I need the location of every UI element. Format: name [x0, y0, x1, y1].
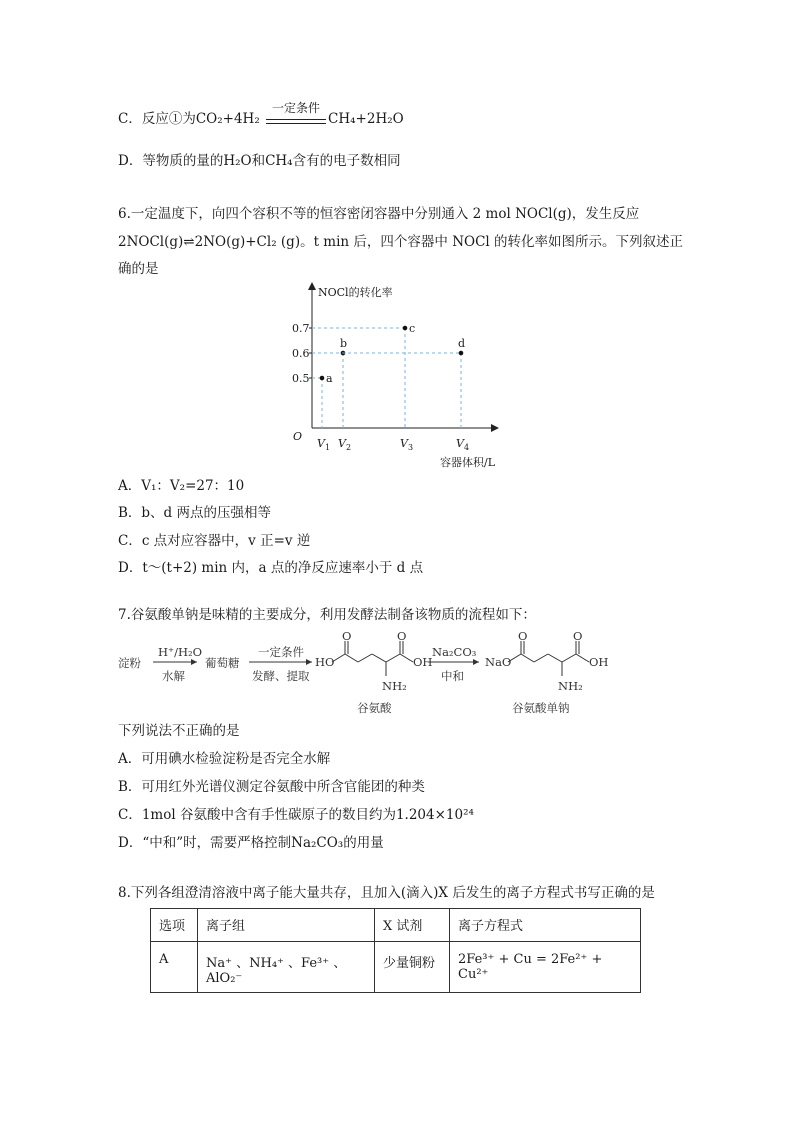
product1-label: 谷氨酸	[357, 701, 392, 715]
flow-step2-top: 一定条件	[258, 645, 304, 659]
q6-option-b: B．b、d 两点的压强相等	[118, 505, 271, 521]
x-tick-label: $V_4$	[456, 437, 470, 452]
flow-start-label: 淀粉	[118, 656, 141, 670]
point-label: a	[326, 372, 333, 385]
condition-label: 一定条件	[272, 100, 321, 115]
ion-table-header	[151, 909, 641, 942]
flow-arrowhead-3	[473, 659, 479, 665]
y-tick-label: 0.7	[292, 322, 310, 335]
equals-arrow-bars	[266, 119, 326, 124]
q5-option-c-products: CH₄+2H₂O	[328, 111, 404, 127]
q7-option-a: A．可用碘水检验淀粉是否完全水解	[118, 751, 331, 767]
q7-question: 下列说法不正确的是	[118, 723, 240, 739]
msg-o-right: O	[573, 629, 583, 643]
q6-option-c: C．c 点对应容器中，v 正=v 逆	[118, 533, 311, 549]
q6-option-d: D．t～(t+2) min 内，a 点的净反应速率小于 d 点	[118, 560, 424, 576]
x-tick-label: $V_2$	[338, 437, 352, 452]
q8-stem: 8.下列各组澄清溶液中离子能大量共存，且加入(滴入)X 后发生的离子方程式书写正确的是	[118, 885, 655, 901]
point-label: c	[409, 322, 416, 335]
q7-option-c: C．1mol 谷氨酸中含有手性碳原子的数目约为1.204×10²⁴	[118, 807, 474, 823]
msg-o-left: O	[518, 629, 528, 643]
acid-o-right: O	[397, 629, 407, 643]
flow-step3-bottom: 中和	[441, 669, 464, 683]
flow-step2-bottom: 发酵、提取	[252, 669, 310, 683]
q7-stem: 7.谷氨酸单钠是味精的主要成分，利用发酵法制备该物质的流程如下：	[118, 607, 536, 623]
msg-oh: OH	[589, 655, 609, 669]
q7-option-b: B．可用红外光谱仪测定谷氨酸中所含官能团的种类	[118, 779, 425, 795]
ion-table	[150, 908, 641, 993]
acid-oh: OH	[413, 655, 433, 669]
q7-option-d: D．“中和”时，需要严格控制Na₂CO₃的用量	[118, 835, 384, 851]
acid-ho: HO	[315, 655, 335, 669]
y-tick-label: 0.5	[292, 372, 310, 385]
flow-mid-label: 葡萄糖	[205, 656, 240, 670]
header-equation: 离子方程式	[450, 909, 641, 942]
q6-stem-line1: 6.一定温度下，向四个容积不等的恒容密闭容器中分别通入 2 mol NOCl(g)，发生反应	[118, 206, 640, 222]
point-label: d	[458, 337, 466, 350]
data-point	[320, 376, 325, 381]
msg-nh2: NH₂	[558, 679, 583, 693]
q6-option-a: A．V₁：V₂=27：10	[118, 478, 245, 494]
flow-step1-bottom: 水解	[162, 669, 185, 683]
data-point	[341, 351, 346, 356]
msg-nao: NaO	[485, 655, 512, 669]
q5-option-c-label: C．反应①为	[118, 111, 196, 127]
table-row	[151, 942, 641, 993]
y-axis-label: NOCl的转化率	[318, 286, 393, 299]
q5-option-d: D．等物质的量的H₂O和CH₄含有的电子数相同	[118, 153, 401, 169]
flow-step1-top: H⁺/H₂O	[158, 645, 203, 659]
y-tick-label: 0.6	[292, 347, 310, 360]
row-a-equation: 2Fe³⁺ + Cu = 2Fe²⁺ + Cu²⁺	[450, 942, 641, 993]
q5-option-c	[118, 100, 404, 129]
flow-step3-top: Na₂CO₃	[432, 645, 477, 659]
row-a-reagent: 少量铜粉	[375, 942, 450, 993]
flow-arrowhead-2	[306, 659, 312, 665]
acid-o-left: O	[342, 629, 352, 643]
acid-nh2: NH₂	[382, 679, 407, 693]
x-tick-label: $V_1$	[317, 437, 331, 452]
condition-arrow	[264, 100, 328, 129]
x-axis-label: 容器体积/L	[440, 456, 496, 469]
q6-stem-line3: 确的是	[118, 261, 159, 277]
glutamic-acid-structure	[332, 641, 413, 676]
x-tick-label: $V_3$	[400, 437, 414, 452]
data-point	[459, 351, 464, 356]
header-ions: 离子组	[198, 909, 375, 942]
point-label: b	[340, 337, 348, 350]
product2-label: 谷氨酸单钠	[512, 701, 570, 715]
header-reagent: X 试剂	[375, 909, 450, 942]
header-option: 选项	[151, 909, 198, 942]
row-a-ions: Na⁺ 、NH₄⁺ 、Fe³⁺ 、AlO₂⁻	[198, 942, 375, 993]
flow-arrowhead-1	[191, 659, 197, 665]
q6-stem-line2: 2NOCl(g)⇌2NO(g)+Cl₂ (g)。t min 后，四个容器中 NOCl 的转化率如图所示。下列叙述正	[118, 234, 684, 250]
msg-structure	[508, 641, 589, 676]
data-point	[403, 326, 408, 331]
row-a-option: A	[151, 942, 198, 993]
q5-option-c-reactants: CO₂+4H₂	[195, 111, 260, 127]
origin-label: O	[293, 430, 303, 443]
